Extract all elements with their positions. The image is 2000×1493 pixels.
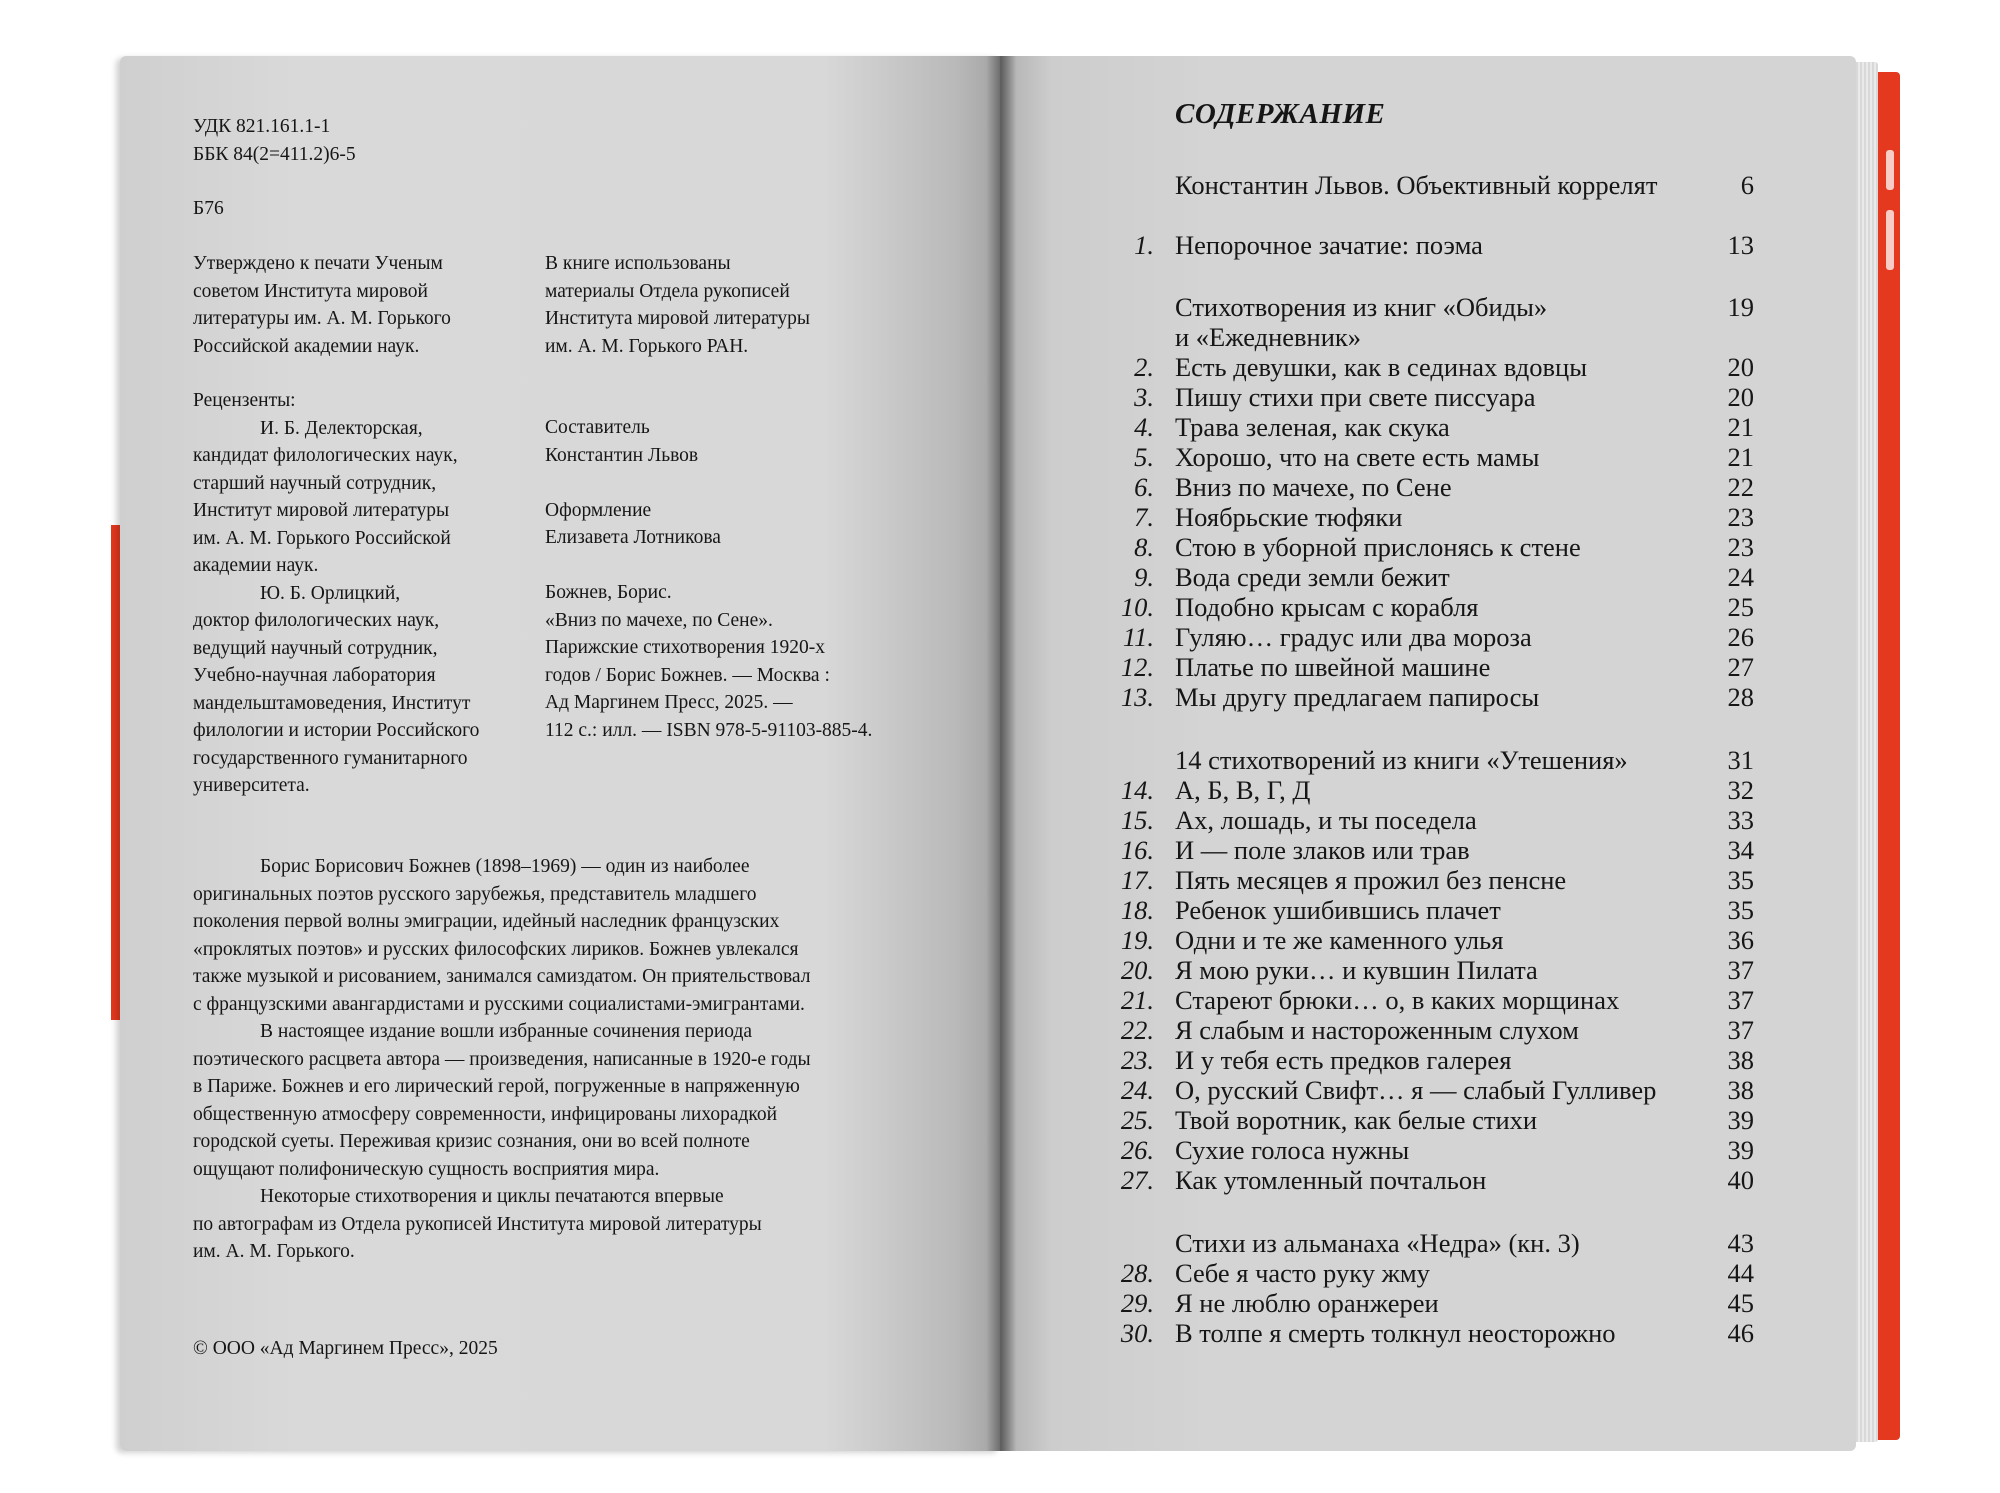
toc-entry-number: 1. (1134, 230, 1154, 260)
toc-entry-page: 25 (1727, 592, 1754, 622)
toc-title: СОДЕРЖАНИЕ (1175, 98, 1386, 130)
materials-note (545, 250, 810, 360)
toc-entry-page: 24 (1727, 562, 1754, 592)
toc-entry-title: Мы другу предлагаем папиросы (1175, 682, 1540, 712)
toc-entry-page: 28 (1727, 682, 1754, 712)
reviewer-line: университета. (193, 775, 310, 796)
cover-edge-right (1878, 72, 1900, 1440)
toc-entry-page: 36 (1727, 925, 1754, 955)
toc-entry-title: Твой воротник, как белые стихи (1175, 1105, 1538, 1135)
annotation (193, 853, 893, 1266)
toc-entry-page: 38 (1727, 1045, 1754, 1075)
annotation-line: поэтического расцвета автора — произведения, написанные в 1920-е годы (193, 1048, 811, 1070)
toc-entry-number: 23. (1120, 1045, 1154, 1075)
annotation-line: в Париже. Божнев и его лирический герой, погруженные в напряженную (193, 1076, 800, 1097)
toc-entry-title: 14 стихотворений из книги «Утешения» (1175, 745, 1628, 775)
toc-entry-page: 26 (1727, 622, 1754, 652)
reviewer-line: старший научный сотрудник, (193, 472, 437, 494)
toc-entry-title: Я слабым и настороженным слухом (1175, 1015, 1579, 1045)
reviewer-line: академии наук. (193, 555, 319, 576)
reviewers-block (193, 387, 479, 800)
toc-entry-page: 35 (1727, 895, 1754, 925)
toc-entry-page: 6 (1740, 170, 1754, 200)
toc-entry-number: 9. (1134, 562, 1154, 592)
toc-entry-title: Одни и те же каменного улья (1175, 925, 1504, 955)
toc-entry-title: О, русский Свифт… я — слабый Гулливер (1175, 1075, 1657, 1105)
annotation-line: оригинальных поэтов русского зарубежья, представитель младшего (193, 883, 757, 905)
toc-entry-page: 19 (1727, 292, 1754, 322)
toc-entry-number: 28. (1120, 1258, 1154, 1288)
approval-line: Российской академии наук. (193, 335, 420, 357)
biblio-line: годов / Борис Божнев. — Москва : (545, 664, 830, 686)
toc-entry-page: 46 (1727, 1318, 1754, 1348)
toc-entry-title: Ноябрьские тюфяки (1175, 502, 1403, 532)
toc-entry-title: Ребенок ушибившись плачет (1175, 895, 1501, 925)
reviewer-line: И. Б. Делекторская, (260, 417, 423, 439)
toc-entry-title: В толпе я смерть толкнул неосторожно (1175, 1318, 1616, 1348)
toc-entry-page: 23 (1727, 532, 1754, 562)
toc-entry-title: Вода среди земли бежит (1175, 562, 1450, 592)
bibliographic-record (545, 579, 872, 744)
annotation-line: общественную атмосферу современности, инфицированы лихорадкой (193, 1103, 778, 1125)
annotation-line: также музыкой и рисованием, занимался самиздатом. Он приятельствовал (193, 966, 811, 987)
toc-entry-page: 32 (1727, 775, 1754, 805)
bbk-code: ББК 84(2=411.2)6-5 (193, 143, 356, 165)
toc-entry-number: 16. (1120, 835, 1154, 865)
toc-entry-number: 25. (1120, 1105, 1154, 1135)
copyright: © ООО «Ад Маргинем Пресс», 2025 (193, 1338, 498, 1359)
toc-entry-page: 20 (1727, 382, 1754, 412)
toc-entry-title: Пять месяцев я прожил без пенсне (1175, 865, 1567, 895)
toc-entry-number: 8. (1134, 532, 1154, 562)
toc-entry-title: Стою в уборной прислонясь к стене (1175, 532, 1581, 562)
toc-entry-page: 44 (1727, 1258, 1754, 1288)
annotation-line: ощущают полифоническую сущность восприятия мира. (193, 1158, 660, 1180)
toc-entry-number: 5. (1134, 442, 1154, 472)
toc-entry-page: 33 (1727, 805, 1754, 835)
approval-line: литературы им. А. М. Горького (193, 308, 451, 329)
reviewer-line: государственного гуманитарного (193, 747, 468, 769)
toc-entry-title: Пишу стихи при свете писсуара (1175, 382, 1536, 412)
author-sign: Б76 (193, 198, 224, 219)
reviewer-line: Институт мировой литературы (193, 500, 450, 521)
toc-entry-title: Константин Львов. Объективный коррелят (1175, 170, 1658, 200)
reviewer-line: Ю. Б. Орлицкий, (260, 582, 401, 604)
design-credit (545, 497, 872, 552)
materials-line: материалы Отдела рукописей (545, 280, 790, 302)
toc-entry-number: 12. (1120, 652, 1154, 682)
toc-entry-title: Хорошо, что на свете есть мамы (1175, 442, 1540, 472)
reviewers-heading: Рецензенты: (193, 390, 296, 411)
biblio-line: «Вниз по мачехе, по Сене». (545, 609, 773, 631)
toc-entry-number: 26. (1120, 1135, 1154, 1165)
toc-entry-title: Непорочное зачатие: поэма (1175, 230, 1483, 260)
toc-entry-page: 39 (1727, 1105, 1754, 1135)
annotation-line: «проклятых поэтов» и русских философских лириков. Божнев увлекался (193, 938, 799, 960)
materials-line: В книге использованы (545, 253, 731, 274)
toc-entry-title: И — поле злаков или трав (1175, 835, 1470, 865)
toc-entry-title: И у тебя есть предков галерея (1175, 1045, 1512, 1075)
materials-line: Института мировой литературы (545, 308, 810, 329)
reviewer-line: им. А. М. Горького Российской (193, 527, 451, 549)
annotation-line: по автографам из Отдела рукописей Института мировой литературы (193, 1213, 762, 1235)
approval-line: советом Института мировой (193, 280, 428, 302)
toc-entry-number: 15. (1120, 805, 1154, 835)
annotation-line: поколения первой волны эмиграции, идейный наследник французских (193, 911, 780, 932)
toc-entry-page: 38 (1727, 1075, 1754, 1105)
toc-entry-title: Сухие голоса нужны (1175, 1135, 1410, 1165)
cover-pattern-mark (1886, 210, 1894, 270)
biblio-line: Ад Маргинем Пресс, 2025. — (545, 692, 793, 713)
toc-entry-number: 24. (1120, 1075, 1154, 1105)
toc-entry-title: Себе я часто руку жму (1175, 1258, 1430, 1288)
book-gutter (986, 56, 1016, 1451)
toc-entry-title: Как утомленный почтальон (1175, 1165, 1487, 1195)
toc-entry-title: Вниз по мачехе, по Сене (1175, 472, 1452, 502)
toc-entry-page: 21 (1727, 412, 1754, 442)
toc-entry-page: 20 (1727, 352, 1754, 382)
toc-entry-page: 13 (1727, 230, 1754, 260)
toc-entry-number: 11. (1122, 622, 1154, 652)
materials-line: им. А. М. Горького РАН. (545, 335, 749, 357)
udk-code: УДК 821.161.1-1 (193, 116, 331, 137)
toc-entry-number: 29. (1120, 1288, 1154, 1318)
annotation-line: им. А. М. Горького. (193, 1241, 355, 1262)
toc-entry-title: Я мою руки… и кувшин Пилата (1175, 955, 1538, 985)
toc-entry-number: 19. (1120, 925, 1154, 955)
toc-entry-number: 17. (1120, 865, 1154, 895)
toc-entry-page: 40 (1727, 1165, 1754, 1195)
reviewer-line: кандидат филологических наук, (193, 445, 458, 466)
toc-entry-page: 23 (1727, 502, 1754, 532)
annotation-line: В настоящее издание вошли избранные сочинения периода (260, 1021, 753, 1042)
toc-entry-number: 7. (1134, 502, 1154, 532)
toc-entry-title: Ах, лошадь, и ты поседела (1175, 805, 1477, 835)
toc-entry-number: 18. (1120, 895, 1154, 925)
design-label: Оформление (545, 499, 652, 521)
reviewer-line: ведущий научный сотрудник, (193, 637, 438, 659)
toc-entry-number: 21. (1120, 985, 1154, 1015)
toc-entry-number: 14. (1120, 775, 1154, 805)
annotation-line: Борис Борисович Божнев (1898–1969) — один из наиболее (260, 856, 750, 877)
toc-entry-number: 4. (1134, 412, 1154, 442)
toc-entry-number: 2. (1134, 352, 1154, 382)
toc-entry-title: Платье по швейной машине (1175, 652, 1491, 682)
toc-entry-title: Стихи из альманаха «Недра» (кн. 3) (1175, 1228, 1580, 1258)
compiler-credit (545, 414, 872, 469)
reviewer-line: Учебно-научная лаборатория (193, 665, 436, 686)
approval-note (193, 250, 451, 360)
toc-entry-page: 43 (1727, 1228, 1754, 1258)
biblio-line: Парижские стихотворения 1920-х (545, 637, 825, 658)
toc-entry-page: 45 (1727, 1288, 1754, 1318)
toc-entry-number: 3. (1134, 382, 1154, 412)
toc-entry-page: 35 (1727, 865, 1754, 895)
annotation-line: Некоторые стихотворения и циклы печатаются впервые (260, 1186, 724, 1207)
toc-entry-title: Подобно крысам с корабля (1175, 592, 1479, 622)
toc-entry-page: 37 (1727, 985, 1754, 1015)
toc-entry-number: 13. (1120, 682, 1154, 712)
toc-entry-number: 27. (1120, 1165, 1154, 1195)
toc-entry-number: 6. (1134, 472, 1154, 502)
toc-entry-page: 31 (1727, 745, 1754, 775)
toc-entry-page: 34 (1727, 835, 1754, 865)
toc-entry-number: 30. (1120, 1318, 1154, 1348)
classification-codes (193, 113, 356, 168)
biblio-line: 112 с.: илл. — ISBN 978-5-91103-885-4. (545, 719, 873, 741)
toc-entry-page: 37 (1727, 1015, 1754, 1045)
toc-entry-number: 22. (1120, 1015, 1154, 1045)
toc-entry-title: Стихотворения из книг «Обиды» (1175, 292, 1548, 322)
design-name: Елизавета Лотникова (545, 527, 721, 548)
toc-entry-page: 37 (1727, 955, 1754, 985)
reviewer-line: филологии и истории Российского (193, 720, 480, 741)
biblio-line: Божнев, Борис. (545, 582, 672, 603)
toc-entry-title: и «Ежедневник» (1175, 322, 1362, 352)
reviewer-line: доктор филологических наук, (193, 610, 440, 631)
cover-pattern-mark (1886, 150, 1894, 190)
annotation-line: городской суеты. Переживая кризис сознания, они во всей полноте (193, 1131, 750, 1152)
toc-entry-page: 27 (1727, 652, 1754, 682)
toc-entry-title: Стареют брюки… о, в каких морщинах (1175, 985, 1620, 1015)
credits-block (545, 414, 872, 744)
toc-entry-title: Трава зеленая, как скука (1175, 412, 1450, 442)
toc-entry-title: Я не люблю оранжереи (1175, 1288, 1439, 1318)
toc-entry-page: 22 (1727, 472, 1754, 502)
toc-entry-title: А, Б, В, Г, Д (1175, 775, 1311, 805)
toc-entry-number: 20. (1120, 955, 1154, 985)
annotation-line: с французскими авангардистами и русскими социалистами-эмигрантами. (193, 993, 805, 1015)
toc-entry-title: Гуляю… градус или два мороза (1175, 622, 1532, 652)
toc-entry-number: 10. (1120, 592, 1154, 622)
toc-entry-page: 21 (1727, 442, 1754, 472)
toc-entry-title: Есть девушки, как в сединах вдовцы (1175, 352, 1587, 382)
reviewer-line: мандельштамоведения, Институт (193, 692, 471, 714)
toc-entry-page: 39 (1727, 1135, 1754, 1165)
compiler-label: Составитель (545, 417, 650, 438)
compiler-name: Константин Львов (545, 444, 699, 466)
approval-line: Утверждено к печати Ученым (193, 253, 443, 274)
